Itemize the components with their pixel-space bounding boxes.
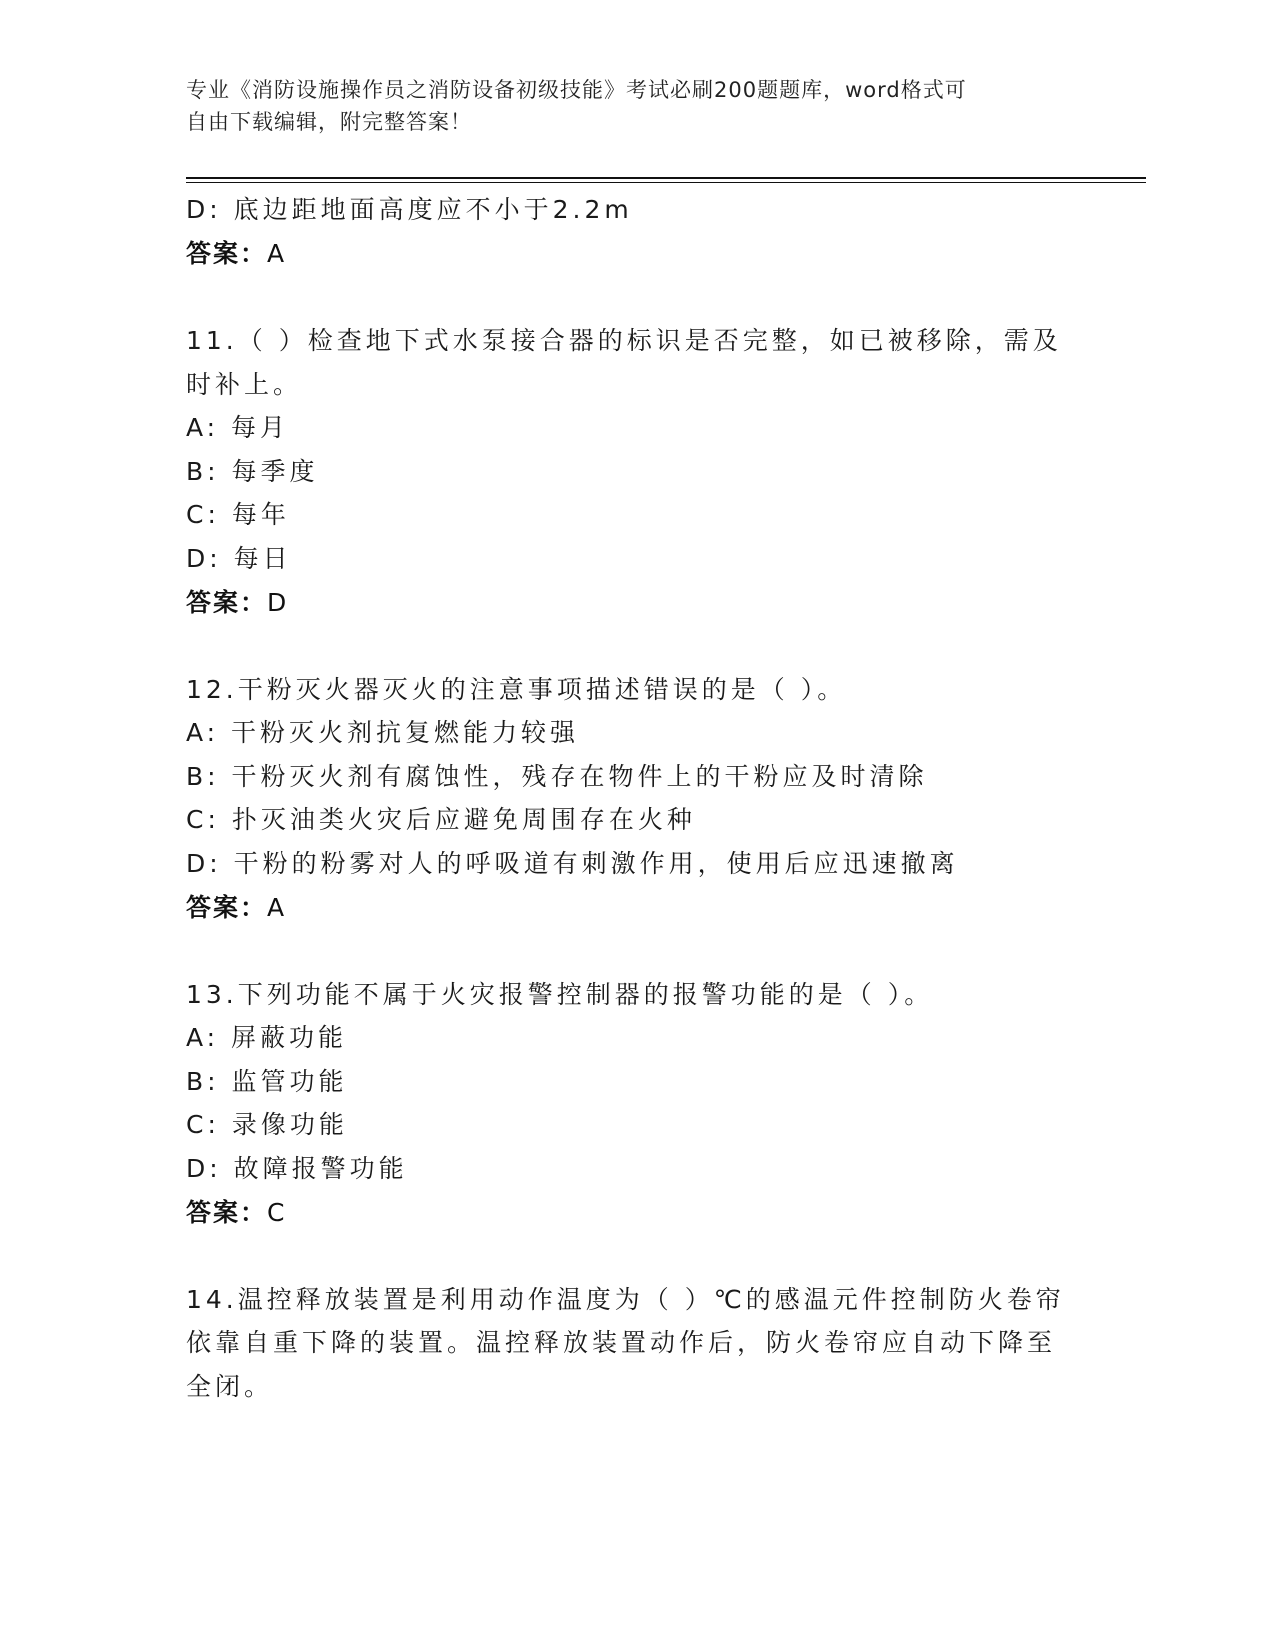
header-title-line-2: 自由下载编辑，附完整答案！: [186, 110, 472, 134]
q13-option-c: C: 录像功能: [186, 1110, 348, 1139]
q13-answer: [186, 1197, 285, 1229]
q12-option-a: A: 干粉灭火剂抗复燃能力较强: [186, 718, 580, 747]
q12-answer: [186, 892, 285, 924]
q13-option-a: A: 屏蔽功能: [186, 1023, 348, 1052]
q12-option-c: C: 扑灭油类火灾后应避免周围存在火种: [186, 805, 696, 834]
q11-option-a: A: 每月: [186, 413, 290, 442]
answer-value: A: [267, 239, 286, 268]
q14-stem-line-2: 依靠自重下降的装置。温控释放装置动作后，防火卷帘应自动下降至: [186, 1328, 1057, 1357]
answer-label: 答案：: [186, 893, 268, 922]
q11-stem-line-2: 时补上。: [186, 370, 303, 399]
q12-stem-line-1: 12.干粉灭火器灭火的注意事项描述错误的是（ ）。: [186, 675, 847, 704]
q11-answer: [186, 587, 287, 619]
answer-label: 答案：: [186, 1198, 268, 1227]
q12-option-d: D: 干粉的粉雾对人的呼吸道有刺激作用，使用后应迅速撤离: [186, 849, 959, 878]
q13-option-d: D: 故障报警功能: [186, 1154, 408, 1183]
answer-value: A: [267, 893, 286, 922]
answer-value: D: [267, 588, 288, 617]
prev-question-answer: [186, 238, 285, 270]
answer-label: 答案：: [186, 588, 268, 617]
header-title-line-1: 专业《消防设施操作员之消防设备初级技能》考试必刷200题题库，word格式可: [186, 78, 967, 102]
q11-stem-line-1: 11.（ ）检查地下式水泵接合器的标识是否完整，如已被移除，需及: [186, 326, 1062, 355]
q13-option-b: B: 监管功能: [186, 1067, 348, 1096]
q11-option-c: C: 每年: [186, 500, 290, 529]
document-header: [186, 74, 1066, 138]
answer-label: 答案：: [186, 239, 268, 268]
q11-option-b: B: 每季度: [186, 457, 319, 486]
q12-option-b: B: 干粉灭火剂有腐蚀性，残存在物件上的干粉应及时清除: [186, 762, 928, 791]
q14-stem-line-3: 全闭。: [186, 1372, 274, 1401]
header-divider-thick: [186, 177, 1146, 179]
header-divider-thin: [186, 182, 1146, 183]
q13-stem-line-1: 13.下列功能不属于火灾报警控制器的报警功能的是（ ）。: [186, 980, 934, 1009]
q14-stem-line-1: 14.温控释放装置是利用动作温度为（ ）℃的感温元件控制防火卷帘: [186, 1285, 1065, 1314]
answer-value: C: [267, 1198, 286, 1227]
prev-question-option-d: D: 底边距地面高度应不小于2.2m: [186, 195, 633, 224]
q11-option-d: D: 每日: [186, 544, 292, 573]
